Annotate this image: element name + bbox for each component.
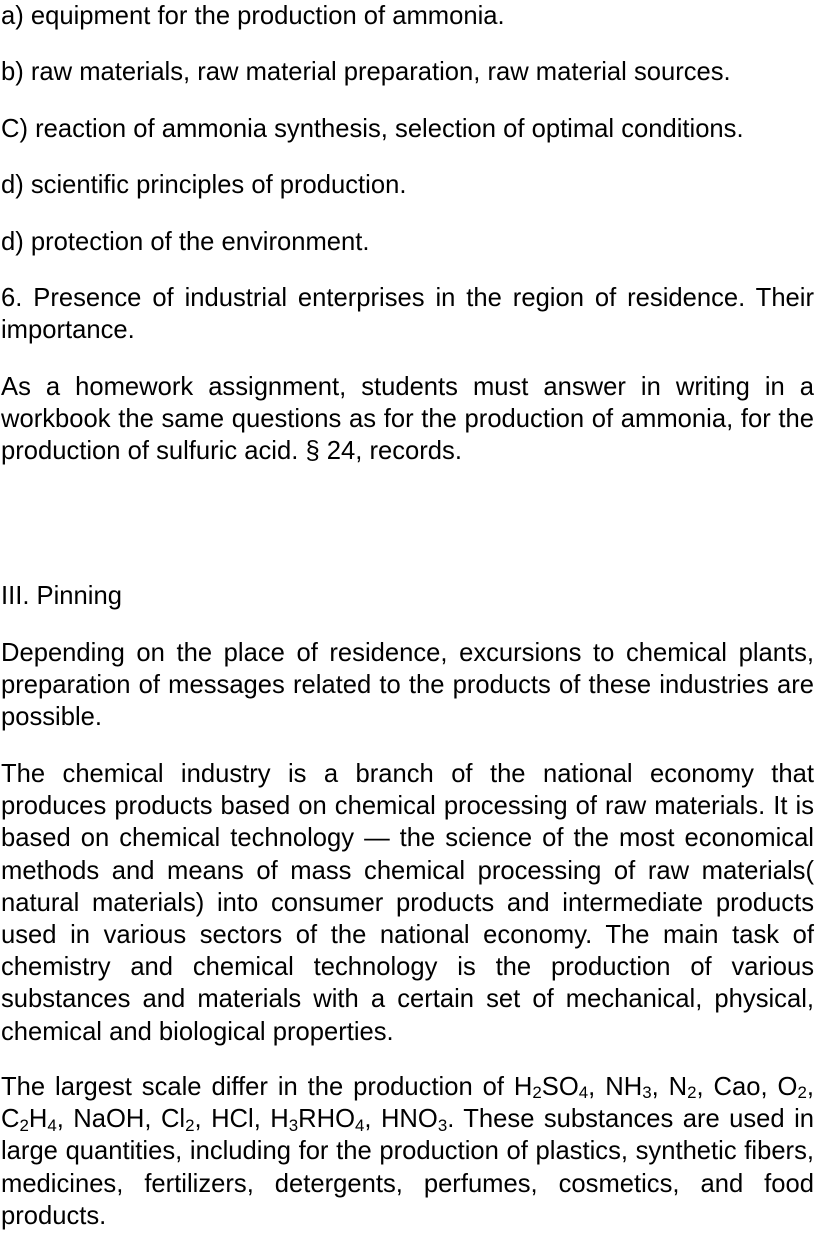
list-item-a: a) equipment for the production of ammonia.	[1, 2, 505, 30]
formula-h3rho4: $H_3RHO_4$	[270, 1105, 365, 1135]
formula-nh3: $NH_3$	[605, 1073, 652, 1103]
outro-text: . These substances are used in large quantities, including for the production of plastics, synthetic fibers, medicines, fertilizers, detergents, perfumes, cosmetics, and food products.	[1, 1105, 814, 1230]
list-item-b: b) raw materials, raw material preparation, raw material sources.	[1, 58, 731, 86]
pinning-paragraph: Depending on the place of residence, excursions to chemical plants, preparation of messages related to the products of these industries are possible.	[1, 639, 814, 732]
formula-hno3: $HNO_3$	[380, 1105, 448, 1135]
formula-cl2: $Cl_2$	[160, 1105, 195, 1135]
homework-paragraph: As a homework assignment, students must answer in writing in a workbook the same questions as for the production of ammonia, for the production of sulfuric acid. § 24, records.	[1, 373, 814, 466]
formula-n2: $N_2$	[668, 1073, 697, 1103]
section-heading: III. Pinning	[1, 582, 122, 610]
chemical-industry-paragraph: The chemical industry is a branch of the national economy that produces products based on chemical processing of raw materials. It is based on chemical technology — the science of the most economical methods and means of mass chemical processing of raw materials( natural materials) into consumer products and intermediate products used in various sectors of the national economy. The main task of chemistry and chemical technology is the production of various substances and materials with a certain set of mechanical, physical, chemical and biological properties.	[1, 760, 814, 1046]
formula-c2h4: $C_2H_4$	[1, 1105, 57, 1135]
formula-hcl: HCl	[211, 1105, 254, 1134]
formula-naoh: NaOH	[73, 1105, 145, 1134]
largest-scale-paragraph: The largest scale differ in the production of $H_2SO_4$, $NH_3$, $N_2$, Cao, $O_2$, $C_2H_4$, NaOH, $Cl_2$, HCl, $H_3RHO_4$, $HNO_3$. These substances are used in large quantities, including for the production of plastics, synthetic fibers, medicines, fertilizers, detergents, perfumes, cosmetics, and food products.	[1, 1073, 814, 1230]
formula-h2so4: $H_2SO_4$	[513, 1073, 589, 1103]
formula-cao: Cao	[713, 1073, 761, 1101]
list-item-c: C) reaction of ammonia synthesis, selection of optimal conditions.	[1, 115, 744, 143]
list-item-d2: d) protection of the environment.	[1, 228, 370, 256]
intro-text: The largest scale differ in the production of	[1, 1073, 514, 1101]
list-item-d1: d) scientific principles of production.	[1, 171, 407, 199]
item-6-paragraph: 6. Presence of industrial enterprises in the region of residence. Their importance.	[1, 284, 814, 345]
formula-o2: $O_2$	[777, 1073, 807, 1103]
